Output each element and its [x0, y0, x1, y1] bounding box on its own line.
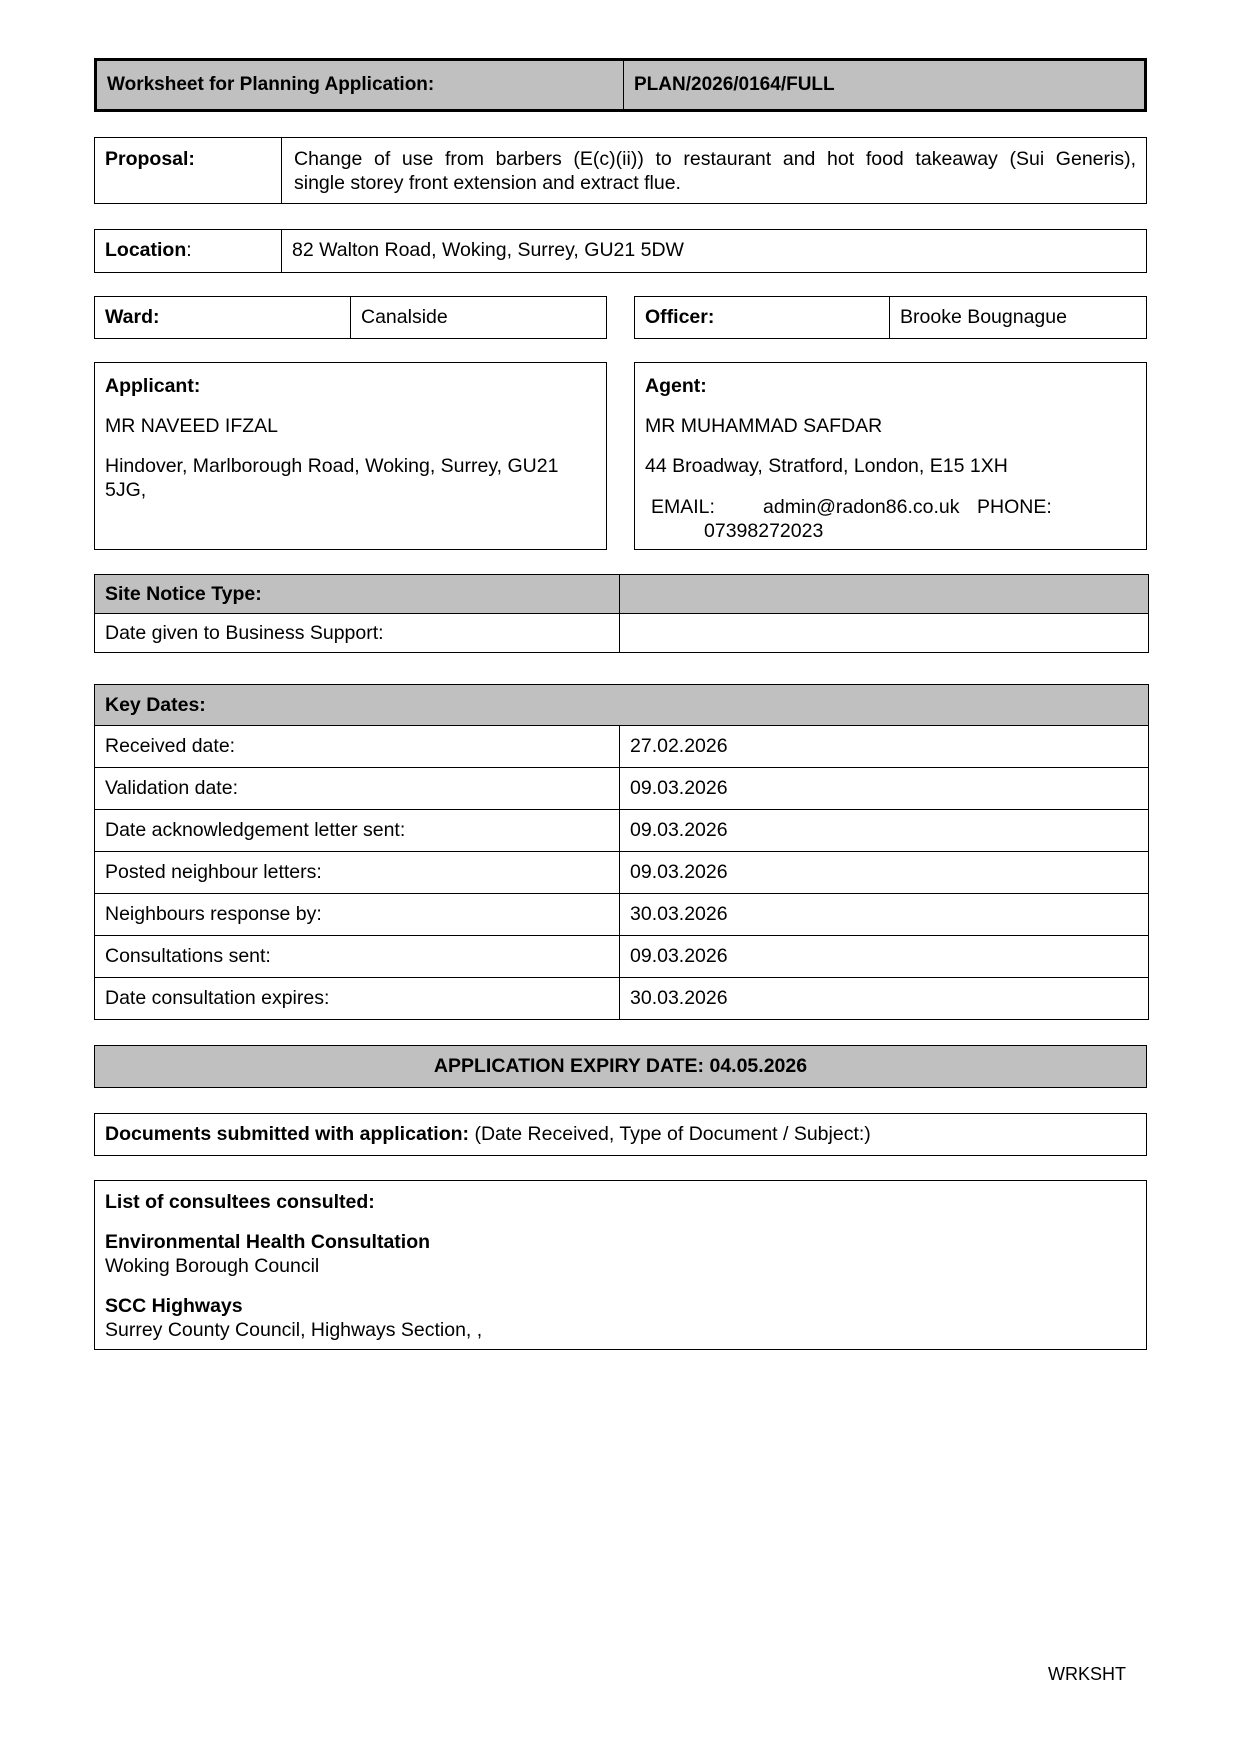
application-expiry-date: APPLICATION EXPIRY DATE: 04.05.2026 — [433, 1055, 808, 1077]
site-notice-table — [94, 574, 1149, 653]
key-date-label: Date acknowledgement letter sent: — [95, 810, 620, 852]
site-notice-type-label: Site Notice Type: — [95, 575, 620, 614]
ward-value: Canalside — [361, 305, 448, 328]
location-label-cell — [95, 230, 281, 271]
key-date-label: Date consultation expires: — [95, 978, 620, 1020]
documents-hint: (Date Received, Type of Document / Subject:) — [474, 1122, 871, 1145]
table-row — [95, 768, 1149, 810]
proposal-box — [94, 137, 1147, 204]
key-dates-heading-row — [95, 685, 1149, 726]
consultee-name: SCC Highways — [105, 1295, 243, 1317]
business-support-row — [95, 614, 1149, 653]
officer-box — [634, 296, 1147, 339]
table-row — [95, 726, 1149, 768]
table-row — [95, 978, 1149, 1020]
key-date-label: Consultations sent: — [95, 936, 620, 978]
consultees-heading: List of consultees consulted: — [105, 1191, 375, 1213]
location-label-colon: : — [186, 239, 192, 261]
documents-box — [94, 1113, 1147, 1156]
applicant-name: MR NAVEED IFZAL — [105, 415, 278, 437]
worksheet-title: Worksheet for Planning Application: — [107, 74, 435, 95]
key-date-label: Received date: — [95, 726, 620, 768]
key-date-value: 27.02.2026 — [620, 726, 1149, 768]
consultee-detail: Woking Borough Council — [105, 1255, 320, 1277]
site-notice-type-row — [95, 575, 1149, 614]
table-row — [95, 936, 1149, 978]
agent-label: Agent: — [645, 375, 707, 397]
consultee-name: Environmental Health Consultation — [105, 1231, 431, 1253]
consultees-box — [94, 1180, 1147, 1350]
business-support-value — [620, 614, 1149, 653]
agent-email: admin@radon86.co.uk — [763, 496, 960, 518]
agent-address: 44 Broadway, Stratford, London, E15 1XH — [645, 455, 1008, 477]
applicant-address-line-2: 5JG, — [105, 479, 147, 501]
footer-code: WRKSHT — [1048, 1664, 1126, 1684]
proposal-label: Proposal: — [105, 148, 195, 170]
applicant-address-line-1: Hindover, Marlborough Road, Woking, Surrey, GU21 — [105, 455, 559, 477]
key-dates-heading: Key Dates: — [95, 685, 1149, 726]
key-date-value: 09.03.2026 — [620, 852, 1149, 894]
ward-label: Ward: — [105, 305, 160, 328]
table-row — [95, 894, 1149, 936]
applicant-box — [94, 362, 607, 550]
key-date-label: Neighbours response by: — [95, 894, 620, 936]
officer-label: Officer: — [645, 305, 715, 328]
officer-value: Brooke Bougnague — [900, 305, 1067, 328]
proposal-line-1: Change of use from barbers (E(c)(ii)) to restaurant and hot food takeaway (Sui Generis), — [294, 148, 1136, 170]
key-date-label: Validation date: — [95, 768, 620, 810]
agent-email-label: EMAIL: — [651, 496, 715, 518]
application-reference: PLAN/2026/0164/FULL — [634, 74, 835, 95]
agent-phone-label: PHONE: — [977, 496, 1052, 518]
site-notice-type-value — [620, 575, 1149, 614]
key-date-value: 09.03.2026 — [620, 768, 1149, 810]
agent-phone: 07398272023 — [704, 520, 824, 542]
key-dates-table — [94, 684, 1149, 1020]
key-date-value: 09.03.2026 — [620, 936, 1149, 978]
worksheet-header — [94, 58, 1147, 112]
key-date-label: Posted neighbour letters: — [95, 852, 620, 894]
location-label: Location — [105, 239, 187, 261]
table-row — [95, 810, 1149, 852]
agent-box — [634, 362, 1147, 550]
ward-box — [94, 296, 607, 339]
business-support-label: Date given to Business Support: — [95, 614, 620, 653]
documents-label: Documents submitted with application: — [105, 1122, 470, 1145]
table-row — [95, 852, 1149, 894]
key-date-value: 30.03.2026 — [620, 978, 1149, 1020]
key-date-value: 30.03.2026 — [620, 894, 1149, 936]
agent-name: MR MUHAMMAD SAFDAR — [645, 415, 883, 437]
applicant-label: Applicant: — [105, 375, 201, 397]
documents-line — [95, 1114, 881, 1154]
location-box — [94, 229, 1147, 273]
consultee-detail: Surrey County Council, Highways Section, , — [105, 1319, 483, 1341]
application-expiry-banner — [94, 1045, 1147, 1088]
location-value: 82 Walton Road, Woking, Surrey, GU21 5DW — [292, 239, 684, 261]
key-date-value: 09.03.2026 — [620, 810, 1149, 852]
proposal-line-2: single storey front extension and extract flue. — [294, 172, 681, 194]
